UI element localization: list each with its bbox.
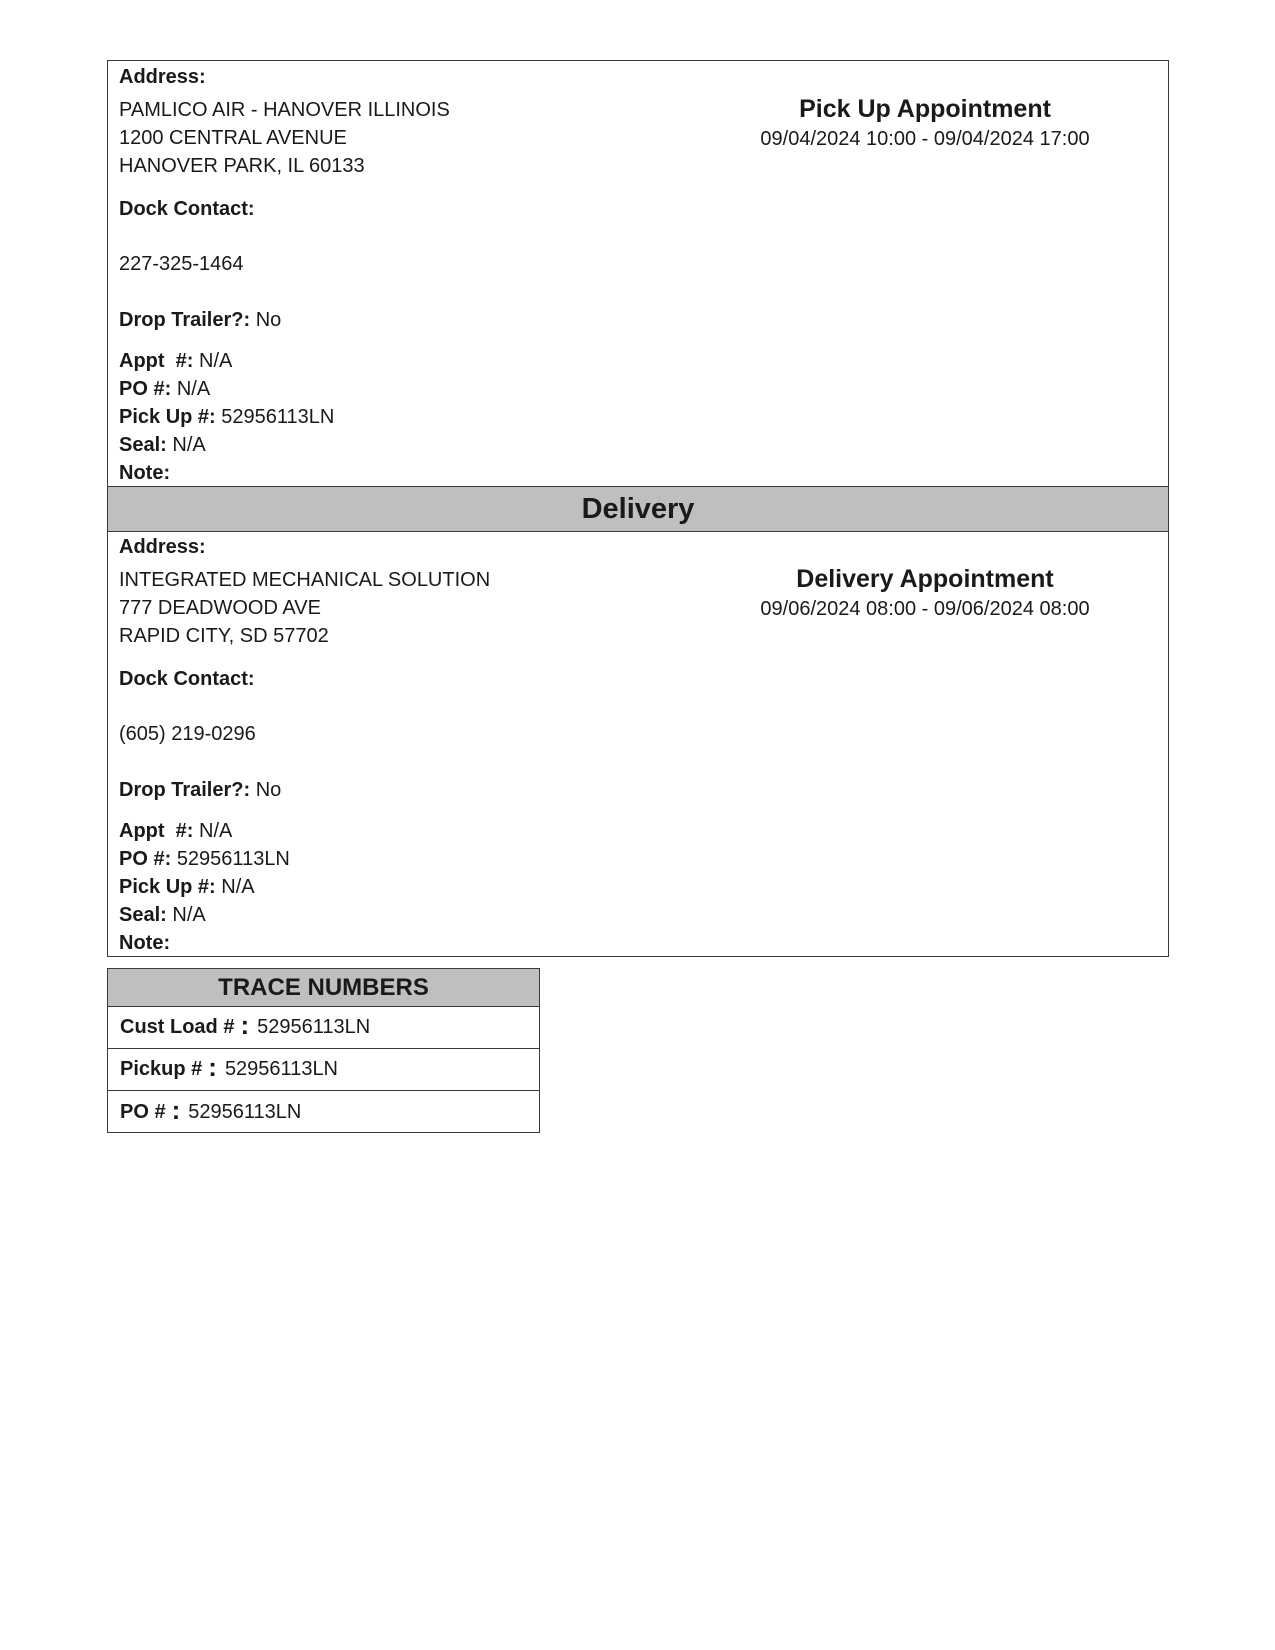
trace-row-label: Cust Load #: [120, 1016, 235, 1038]
delivery-drop-trailer-label: Drop Trailer?:: [119, 779, 251, 801]
delivery-appt-value: N/A: [199, 820, 233, 842]
delivery-address-line: 777 DEADWOOD AVE: [119, 597, 321, 619]
trace-row-label: Pickup #: [120, 1058, 203, 1080]
pickup-dock-contact-value: 227-325-1464: [119, 253, 244, 275]
delivery-address-line: RAPID CITY, SD 57702: [119, 625, 329, 647]
pickup-po-number: [119, 379, 210, 399]
pickup-appt-label: Appt #:: [119, 350, 194, 372]
delivery-dock-contact-value: (605) 219-0296: [119, 723, 256, 745]
pickup-po-value: N/A: [176, 378, 211, 400]
pickup-pickup-number-value: 52956113LN: [221, 406, 335, 428]
trace-row: [108, 1049, 539, 1091]
delivery-section: [107, 531, 1169, 957]
pickup-drop-trailer-value: No: [255, 309, 282, 331]
delivery-pickup-number: [119, 877, 255, 897]
pickup-dock-contact-label: Dock Contact:: [119, 198, 255, 220]
pickup-address-label: Address:: [119, 66, 206, 88]
pickup-appointment-title: Pick Up Appointment: [799, 95, 1051, 123]
delivery-appt-label: Appt #:: [119, 820, 194, 842]
trace-row-colon: :: [240, 1010, 250, 1040]
delivery-drop-trailer: [119, 780, 281, 800]
pickup-pickup-number: [119, 407, 334, 427]
trace-numbers-title: TRACE NUMBERS: [108, 969, 539, 1007]
delivery-appointment-title: Delivery Appointment: [796, 565, 1054, 593]
delivery-seal: [119, 905, 206, 925]
pickup-address-line: HANOVER PARK, IL 60133: [119, 155, 365, 177]
trace-row: [108, 1007, 539, 1049]
delivery-note-label: Note:: [119, 932, 171, 954]
delivery-address-label: Address:: [119, 536, 206, 558]
trace-row: [108, 1091, 539, 1133]
pickup-appt-value: N/A: [199, 350, 233, 372]
pickup-drop-trailer: [119, 310, 281, 330]
trace-row-value: 52956113LN: [188, 1100, 302, 1123]
delivery-section-header: Delivery: [107, 486, 1169, 532]
delivery-seal-label: Seal:: [119, 904, 167, 926]
trace-row-colon: :: [171, 1094, 181, 1125]
pickup-appointment-time: 09/04/2024 10:00 - 09/04/2024 17:00: [760, 128, 1090, 150]
pickup-pickup-number-label: Pick Up #:: [119, 406, 216, 428]
pickup-seal-label: Seal:: [119, 434, 167, 456]
pickup-drop-trailer-label: Drop Trailer?:: [119, 309, 251, 331]
delivery-po-label: PO #:: [119, 848, 172, 870]
pickup-appt-number: [119, 351, 232, 371]
pickup-po-label: PO #:: [119, 378, 172, 400]
delivery-seal-value: N/A: [172, 904, 206, 926]
pickup-section: [107, 60, 1169, 487]
delivery-pickup-number-value: N/A: [221, 876, 255, 898]
trace-numbers-table: [107, 968, 540, 1133]
delivery-drop-trailer-value: No: [255, 779, 282, 801]
delivery-dock-contact-label: Dock Contact:: [119, 668, 255, 690]
trace-row-value: 52956113LN: [224, 1058, 339, 1080]
delivery-po-number: [119, 849, 290, 869]
trace-row-value: 52956113LN: [257, 1016, 371, 1038]
pickup-note-label: Note:: [119, 462, 171, 484]
pickup-seal-value: N/A: [172, 434, 206, 456]
delivery-appt-number: [119, 821, 232, 841]
pickup-address-line: PAMLICO AIR - HANOVER ILLINOIS: [119, 99, 450, 121]
pickup-address-line: 1200 CENTRAL AVENUE: [119, 127, 347, 149]
trace-row-colon: :: [208, 1052, 217, 1082]
delivery-appointment-time: 09/06/2024 08:00 - 09/06/2024 08:00: [760, 598, 1090, 620]
trace-row-label: PO #: [120, 1100, 166, 1123]
delivery-address-line: INTEGRATED MECHANICAL SOLUTION: [119, 569, 491, 591]
delivery-pickup-number-label: Pick Up #:: [119, 876, 216, 898]
pickup-seal: [119, 435, 206, 455]
delivery-po-value: 52956113LN: [176, 848, 290, 870]
